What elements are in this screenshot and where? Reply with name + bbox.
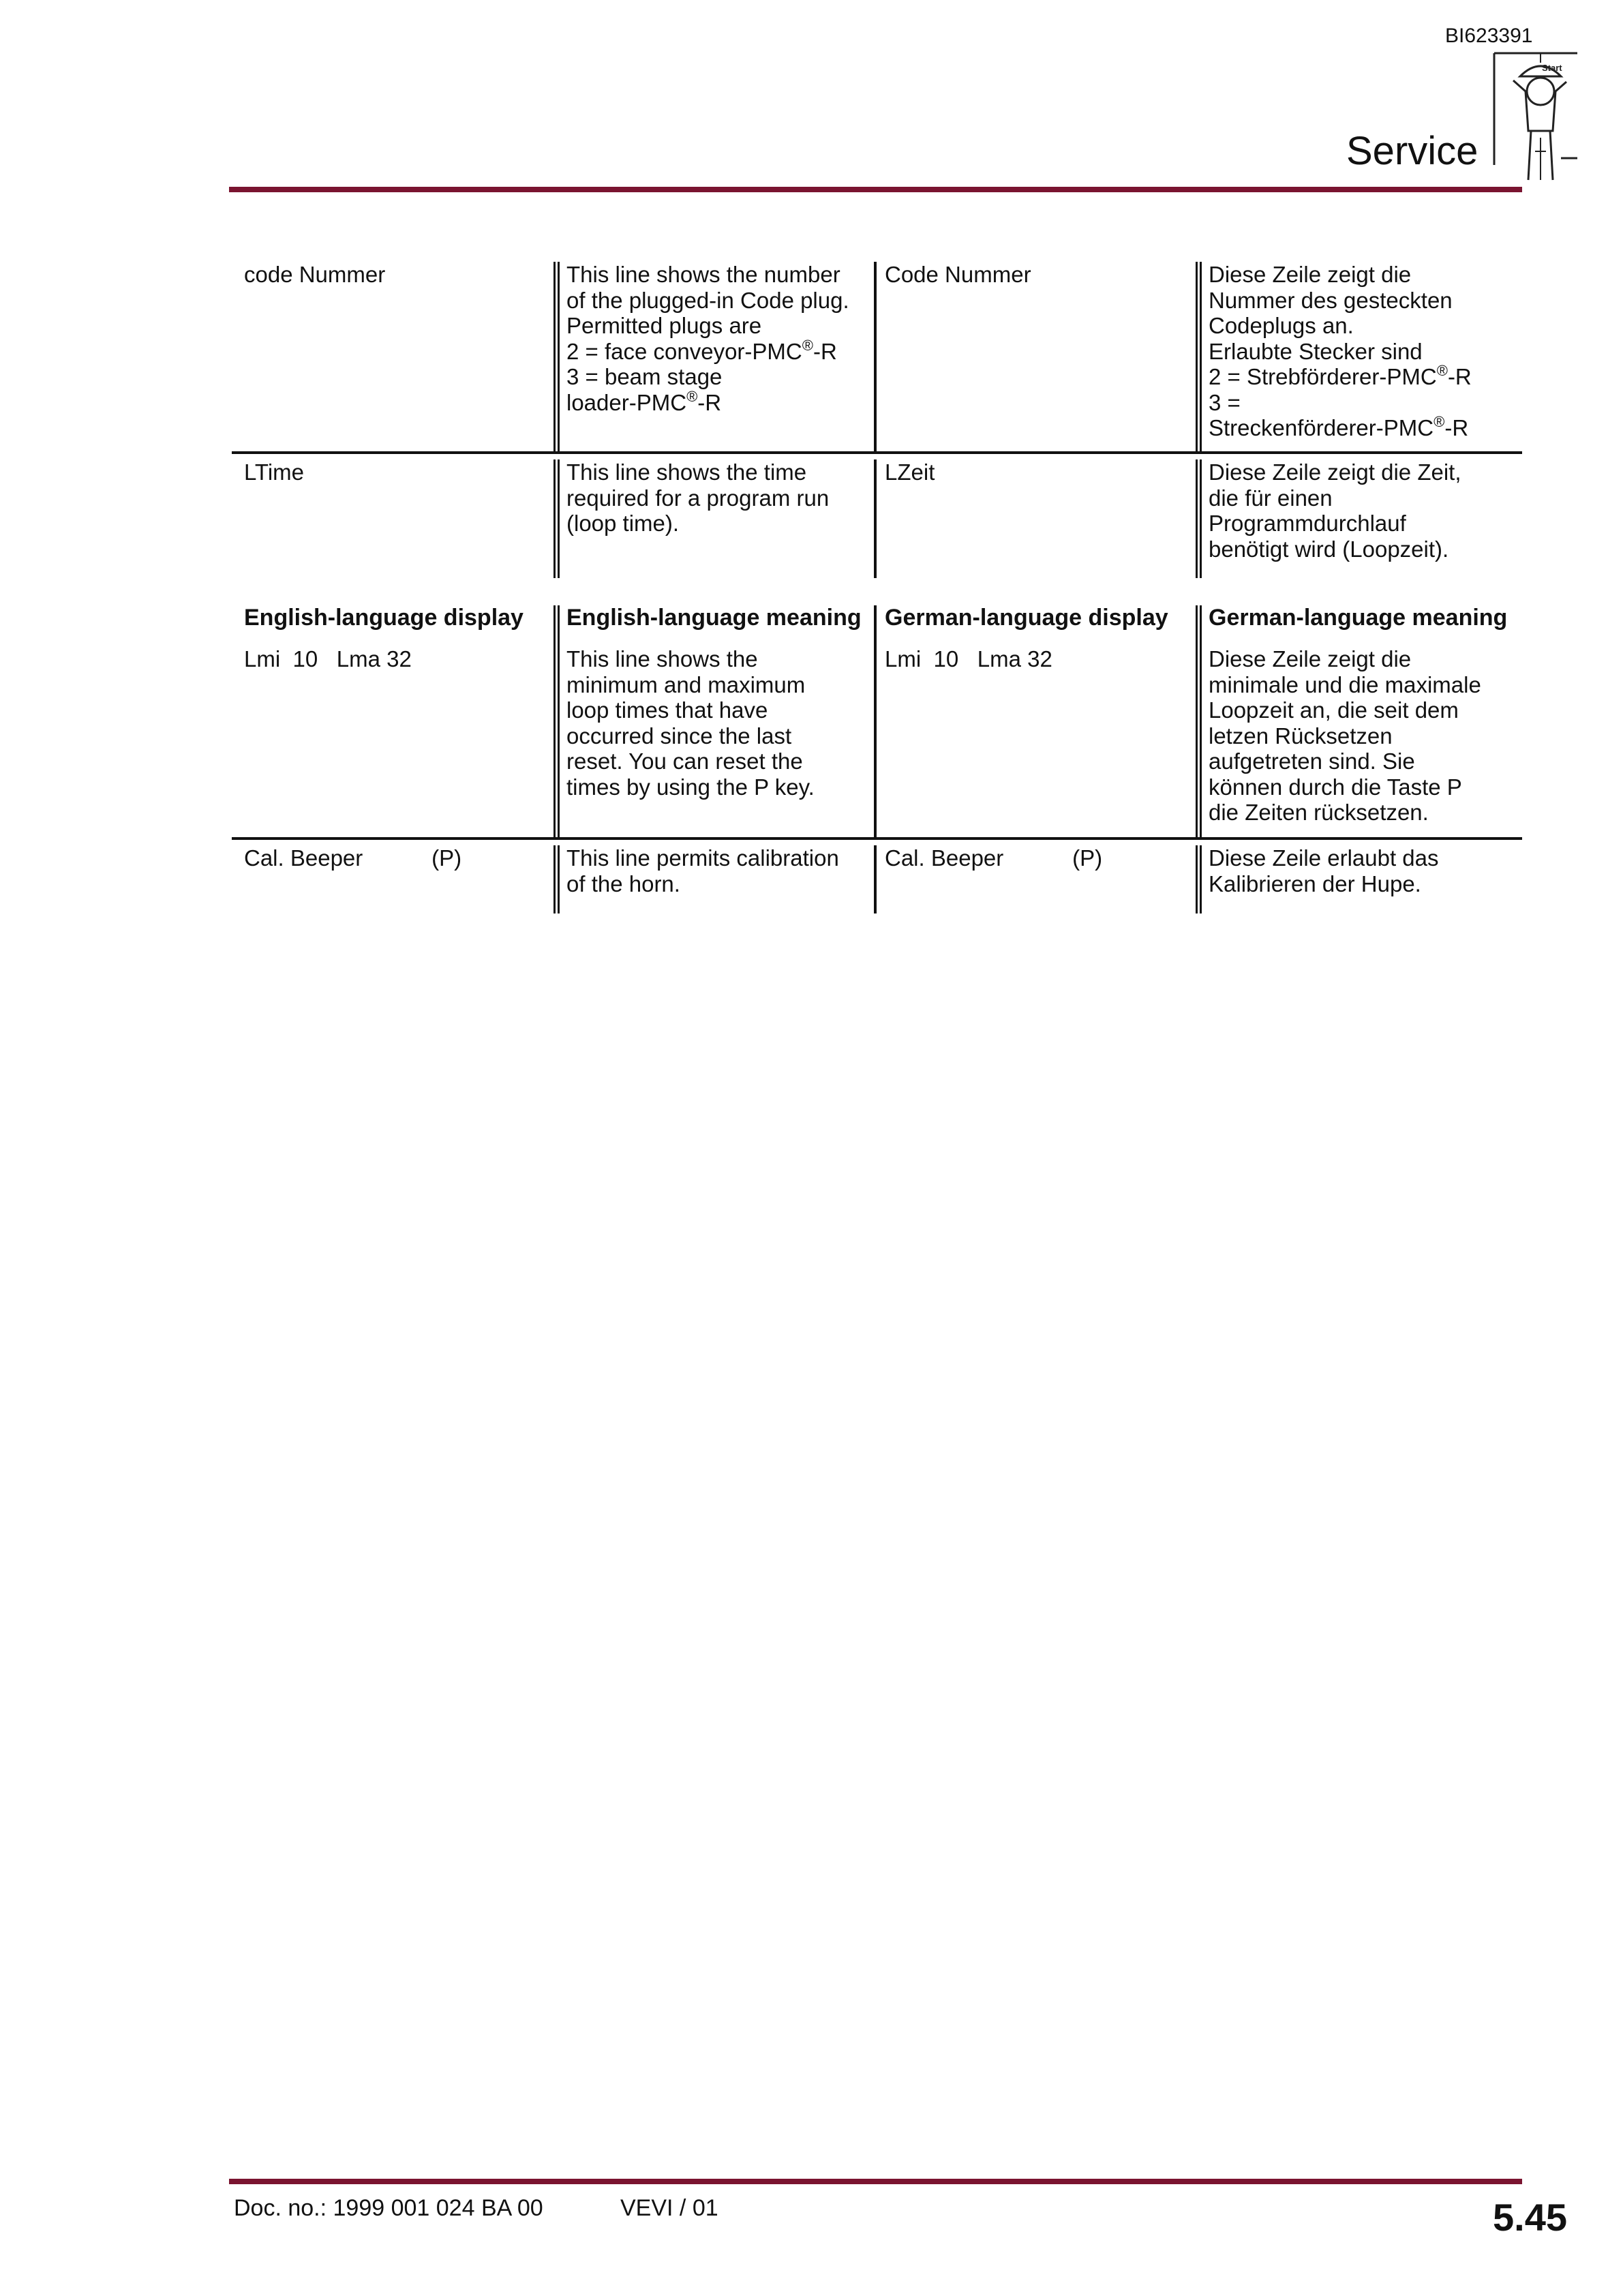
english-display: Cal. Beeper (P): [244, 845, 462, 871]
table-header-row: [232, 605, 1522, 646]
english-meaning: This line shows the time required for a program run (loop time).: [553, 459, 874, 578]
english-display: Lmi 10 Lma 32: [244, 646, 412, 671]
column-header: English-language meaning: [553, 605, 874, 646]
parameter-table-1: [232, 262, 1522, 578]
service-technician-icon: [1493, 49, 1579, 185]
german-display: LZeit: [874, 459, 1196, 578]
table-row: [232, 837, 1522, 913]
column-header: German-language display: [874, 605, 1196, 646]
english-display: LTime: [244, 459, 305, 485]
german-meaning: Diese Zeile zeigt die Nummer des gesteckten Codeplugs an. Erlaubte Stecker sind 2 = Strebförderer-PMC®-R 3 = Streckenförderer-PMC®-R: [1196, 262, 1522, 451]
page-number: 5.45: [1493, 2196, 1567, 2239]
svg-text:Start: Start: [1542, 63, 1562, 73]
document-number: Doc. no.: 1999 001 024 BA 00: [234, 2195, 543, 2221]
revision-label: VEVI / 01: [620, 2195, 718, 2221]
table-row: [232, 451, 1522, 578]
footer-rule: [229, 2179, 1522, 2184]
english-meaning: This line shows the minimum and maximum loop times that have occurred since the last reset. You can reset the times by using the P key.: [553, 646, 874, 837]
english-meaning: This line shows the number of the plugged-in Code plug. Permitted plugs are 2 = face conveyor-PMC®-R 3 = beam stage loader-PMC®-R: [553, 262, 874, 451]
parameter-table-2: [232, 605, 1522, 913]
table-row: [232, 262, 1522, 451]
column-header: German-language meaning: [1196, 605, 1522, 646]
header-rule: [229, 187, 1522, 192]
german-meaning: Diese Zeile erlaubt das Kalibrieren der Hupe.: [1196, 845, 1522, 913]
english-meaning: This line permits calibration of the horn.: [553, 845, 874, 913]
german-display: Cal. Beeper (P): [874, 845, 1196, 913]
section-title: Service: [1346, 129, 1478, 173]
table-row: [232, 646, 1522, 837]
german-display: Code Nummer: [874, 262, 1196, 451]
document-code: BI623391: [1445, 25, 1533, 47]
german-display: Lmi 10 Lma 32: [874, 646, 1196, 837]
german-meaning: Diese Zeile zeigt die minimale und die maximale Loopzeit an, die seit dem letzen Rücksetzen aufgetreten sind. Sie können durch die Taste P die Zeiten rücksetzen.: [1196, 646, 1522, 837]
english-display: code Nummer: [244, 262, 386, 287]
column-header: English-language display: [244, 605, 524, 631]
german-meaning: Diese Zeile zeigt die Zeit, die für einen Programmdurchlauf benötigt wird (Loopzeit).: [1196, 459, 1522, 578]
